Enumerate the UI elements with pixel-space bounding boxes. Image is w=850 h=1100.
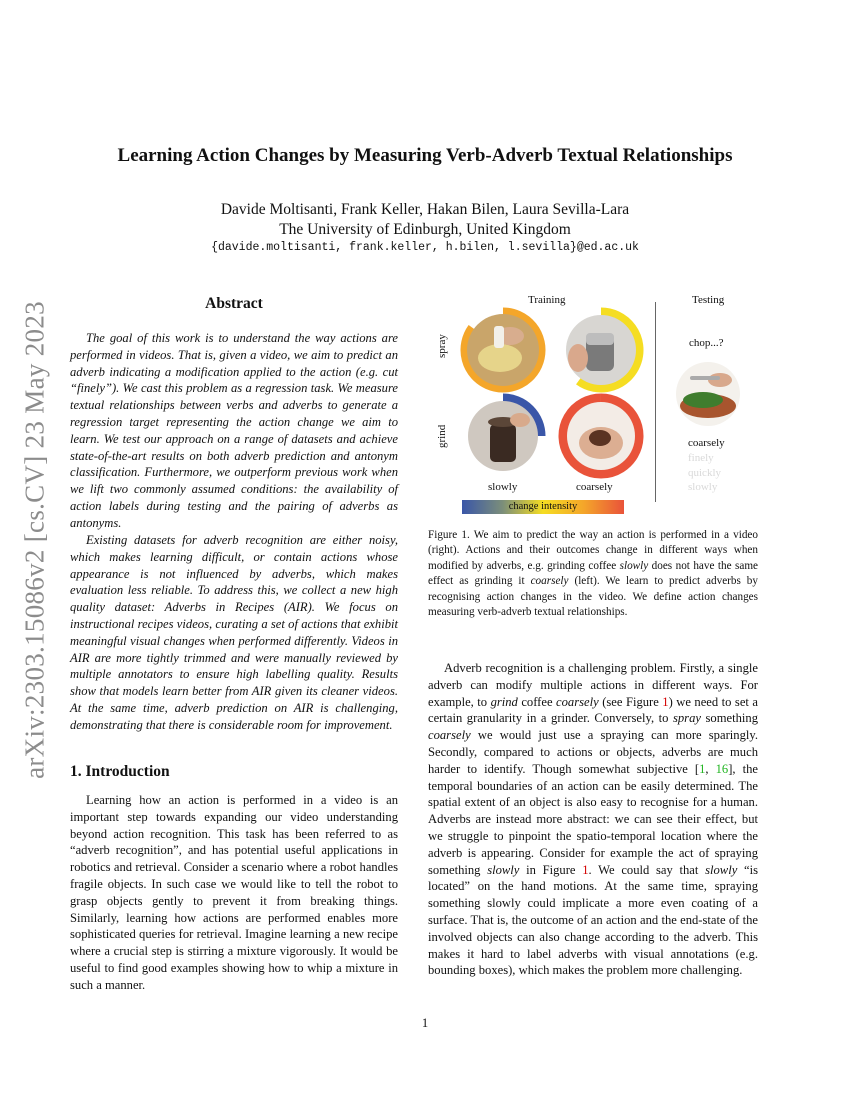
row-label-spray: spray <box>436 334 448 358</box>
test-options <box>688 436 725 495</box>
section-heading-introduction: 1. Introduction <box>70 763 170 780</box>
photo-grind-coarsely <box>567 402 635 470</box>
emails: {davide.moltisanti, frank.keller, h.bilen, l.sevilla}@ed.ac.uk <box>211 241 639 254</box>
row-label-grind: grind <box>436 424 448 448</box>
intro-paragraph-1: Learning how an action is performed in a video is an important step towards expanding our video understanding beyond action recognition. This task has been referred to as “adverb recognition”, and has potential useful applications in robotics and retrieval. Consider a scenario where a robot handles fragile objects. In such case we would like to tell the robot to grasp objects gently to prevent it from breaking things. Similarly, learning how actions are performed enables more sophisticated queries for retrieval. Imagine learning a new recipe where a crucial step is stirring a mixture vigorously. It would be useful to find good examples showing how to whip a mixture in such a manner. <box>70 793 398 992</box>
right-paragraph-1: Adverb recognition is a challenging problem. Firstly, a single adverb can modify multiple actions in different ways. For example, to grind coffee coarsely (see Figure 1) we need to set a certain granularity in a grinder. Conversely, to spray something coarsely we would just use a spraying can more sparingly. Secondly, compared to actions or objects, adverbs are much harder to identify. Though somewhat subjective [1, 16], the temporal boundaries of an action can be easily determined. The spatial extent of an object is also easy to recognise for a human. Adverbs are instead more abstract: we can see their effect, but we struggle to pinpoint the spatio-temporal location where the adverb is appearing. Consider for example the act of spraying something slowly in Figure 1. We could say that slowly “is located” on the hand motions. At the same time, spraying something slowly could implicate a more even coating of a surface. That is, the outcome of an action and the end-state of the involved objects can also change according to the adverb. This makes it hard to label adverbs with visual annotations (e.g. bounding boxes), which makes the problem more challenging. <box>428 661 758 978</box>
abstract-paragraph-1: The goal of this work is to understand the way actions are performed in videos. That is, given a video, we aim to predict an adverb indicating a modification applied to the action (e.g. cut “finely”). We cast this problem as a regression task. We measure textual relationships between verbs and adverbs to generate a regression target representing the action change we aim to learn. We test our approach on a range of datasets and achieve state-of-the-art results on both adverb prediction and antonym classification. Furthermore, we outperform previous work when we lift two commonly assumed conditions: the availability of action labels during testing and the pairing of adverbs as antonyms. <box>70 331 398 530</box>
testing-label: Testing <box>692 294 725 306</box>
change-intensity-colorbar <box>462 500 624 514</box>
abstract-paragraph-2: Existing datasets for adverb recognition are either noisy, which makes learning difficult, or contain actions whose appearance is not influenced by adverbs, which makes evaluation less reliable. To address this, we collect a new high quality dataset: Adverbs in Recipes (AIR). We focus on instructional recipes videos, curating a set of actions that exhibit meaningful visual changes when performed differently. Videos in AIR are more tightly trimmed and were manually reviewed by multiple annotators to ensure high labelling quality. Results show that models learn better from AIR given its cleaner videos. At the same time, adverb prediction on AIR is challenging, demonstrating that there is considerable room for improvement. <box>70 533 398 732</box>
training-label: Training <box>528 294 566 306</box>
abstract-heading: Abstract <box>205 295 263 312</box>
test-option-slowly: slowly <box>688 481 718 494</box>
paper-title: Learning Action Changes by Measuring Verb-Adverb Textual Relationships <box>117 145 733 166</box>
arxiv-stamp <box>10 300 60 780</box>
figure-1 <box>428 288 758 518</box>
affiliation: The University of Edinburgh, United Kingdom <box>279 221 571 238</box>
photo-spray-slowly <box>467 314 539 386</box>
page-number: 1 <box>421 1016 429 1030</box>
figure-1-caption: Figure 1. We aim to predict the way an action is performed in a video (right). Actions and their outcomes change in different ways when modified by adverbs, e.g. grinding coffee slowly does not have the same effect as grinding it coarsely (left). We learn to predict adverbs by recognising action changes in the video. We define action changes measuring verb-adverb textual relationships. <box>428 529 758 619</box>
arxiv-id: arXiv:2303.15086v2 [cs.CV] 23 May 2023 <box>19 301 50 779</box>
photo-grind-slowly <box>468 401 538 471</box>
test-option-coarsely: coarsely <box>688 437 725 449</box>
author-block <box>0 200 850 240</box>
test-option-finely: finely <box>688 451 714 464</box>
photo-chop <box>676 362 740 426</box>
colorbar-label: change intensity <box>508 501 578 512</box>
test-option-quickly: quickly <box>688 466 721 479</box>
authors: Davide Moltisanti, Frank Keller, Hakan Bilen, Laura Sevilla-Lara <box>220 201 630 218</box>
test-query: chop...? <box>689 337 724 349</box>
photo-spray-coarsely <box>566 315 636 385</box>
col-label-slowly: slowly <box>488 481 518 493</box>
col-label-coarsely: coarsely <box>576 481 613 493</box>
